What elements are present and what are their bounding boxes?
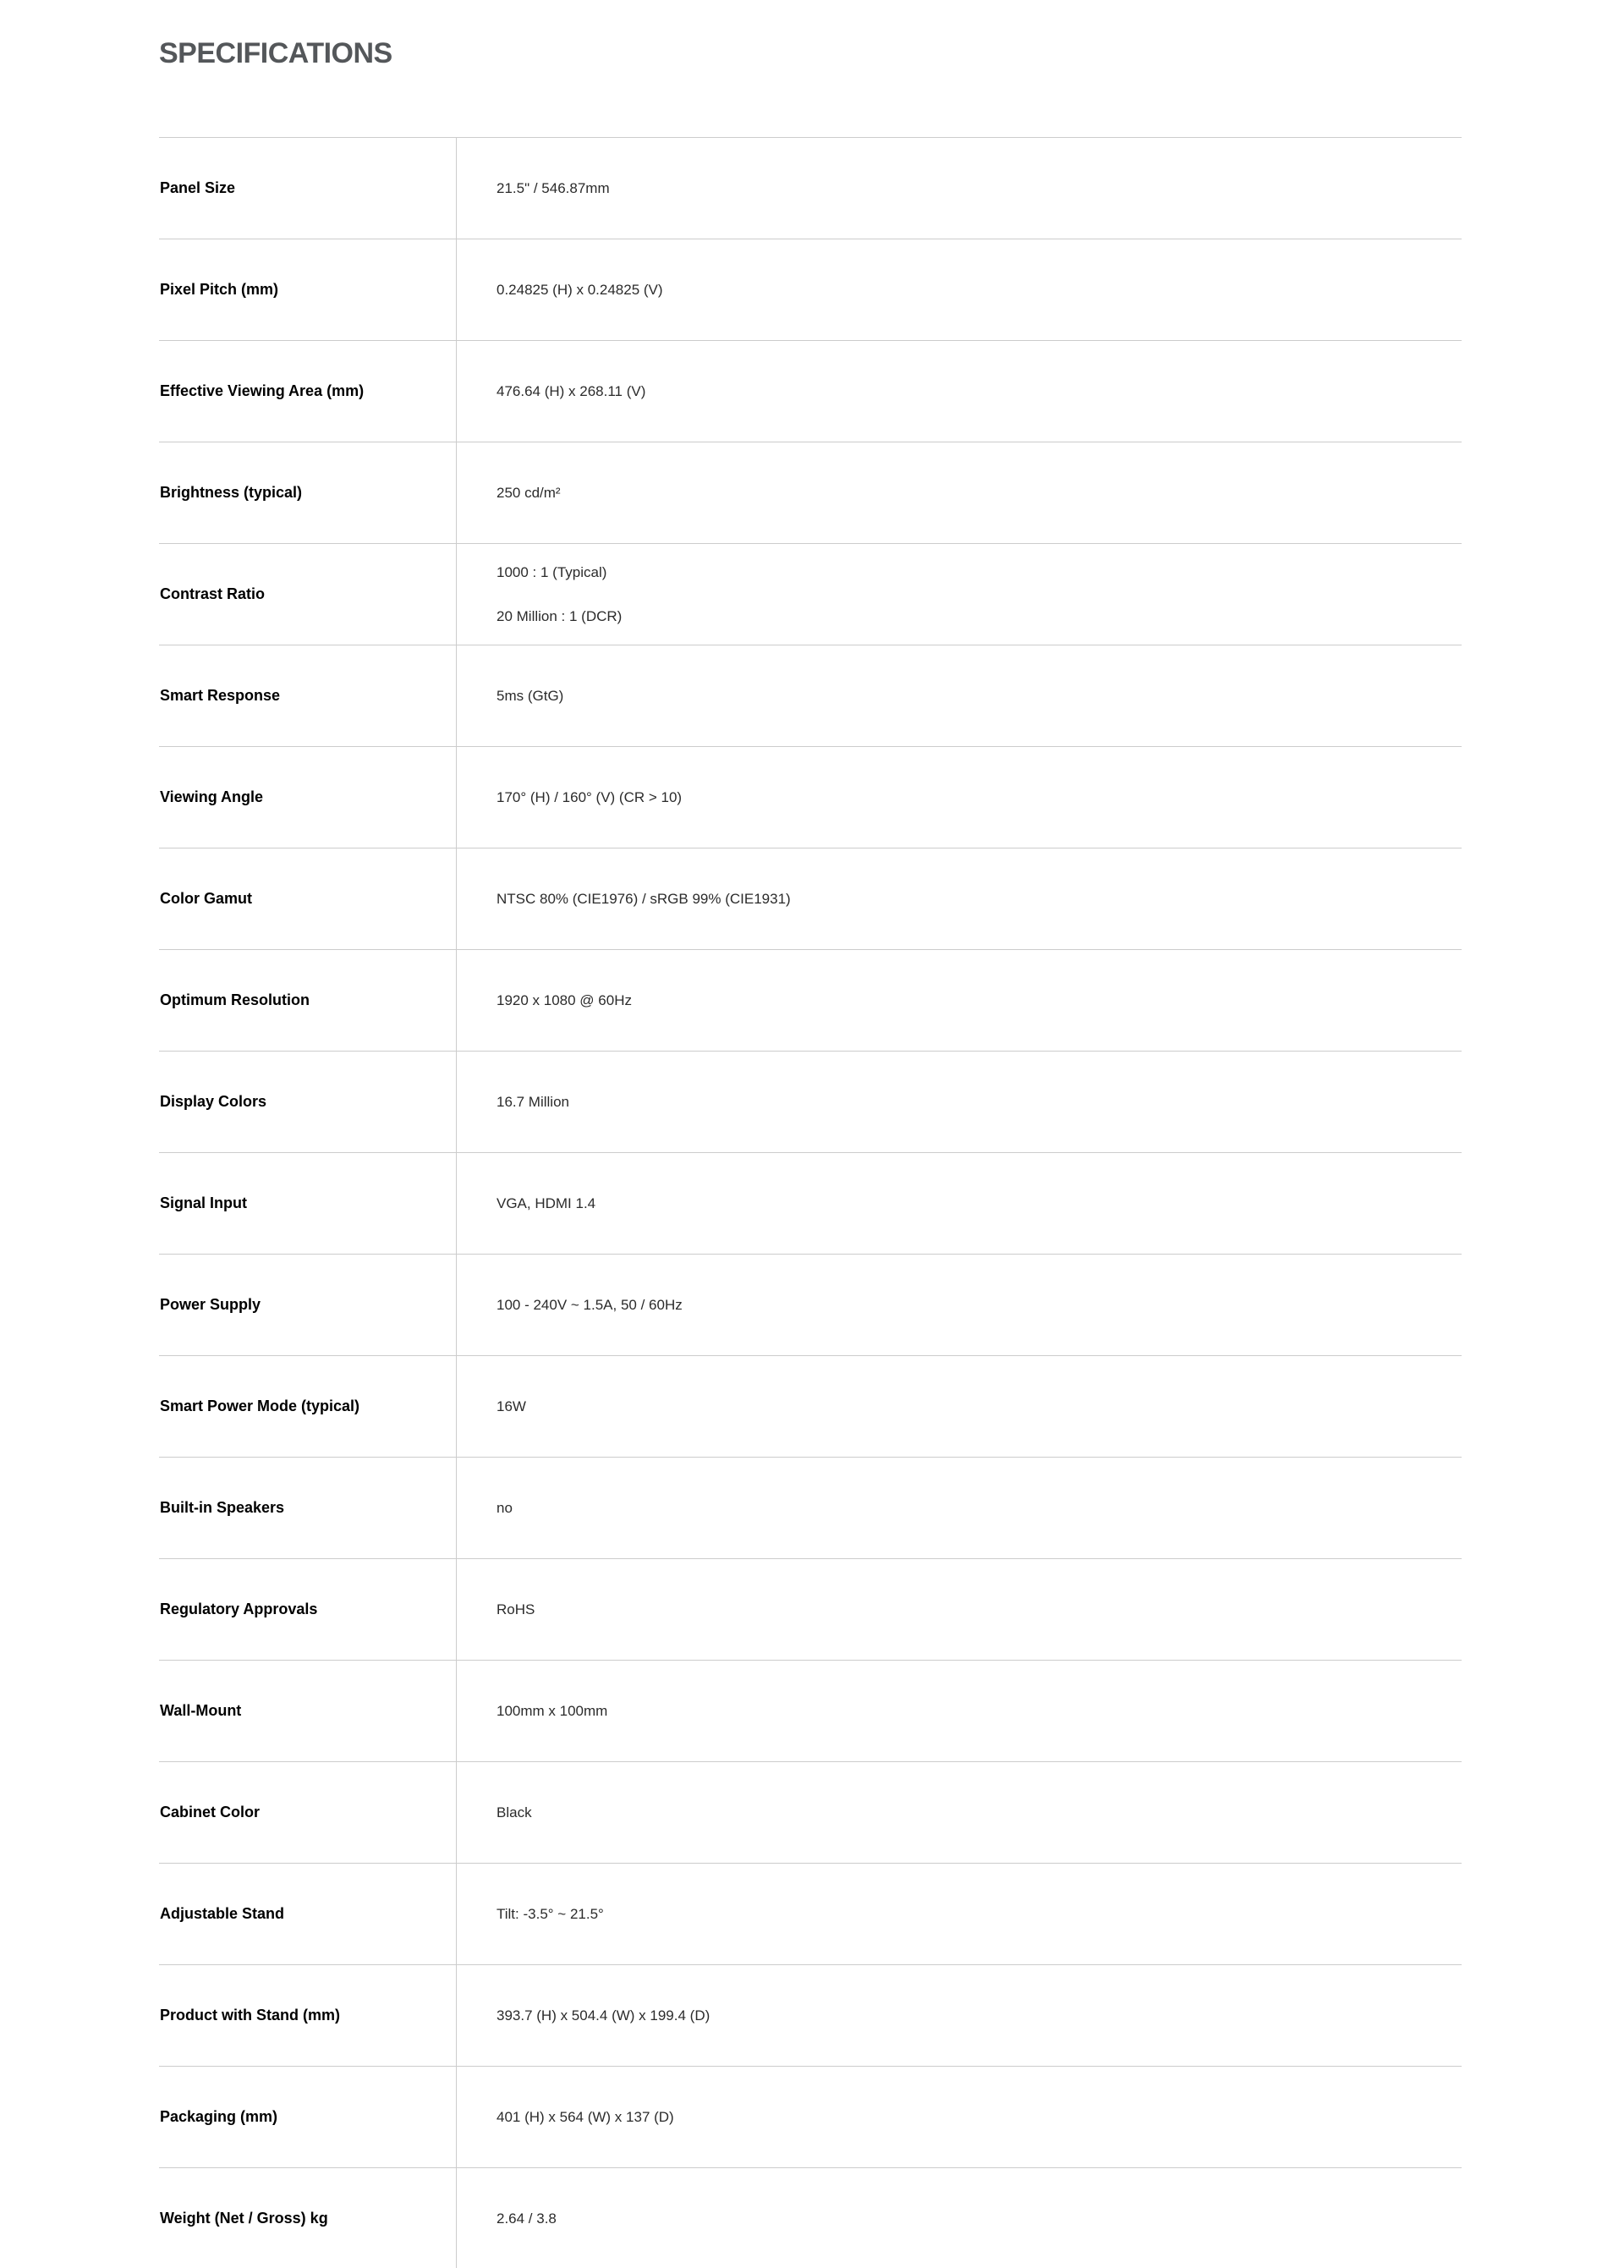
spec-value-line: 100 - 240V ~ 1.5A, 50 / 60Hz (497, 1296, 683, 1313)
spec-label: Effective Viewing Area (mm) (159, 341, 457, 442)
table-row (159, 1355, 1462, 1457)
spec-label: Regulatory Approvals (159, 1559, 457, 1660)
table-row (159, 1051, 1462, 1152)
spec-value (457, 1153, 1462, 1254)
table-row (159, 340, 1462, 442)
spec-label: Product with Stand (mm) (159, 1965, 457, 2066)
spec-value-line: 2.64 / 3.8 (497, 2210, 557, 2227)
table-row (159, 645, 1462, 746)
page-title: SPECIFICATIONS (159, 37, 392, 69)
spec-value-line: 16.7 Million (497, 1093, 569, 1110)
spec-value-line: 401 (H) x 564 (W) x 137 (D) (497, 2108, 674, 2125)
spec-value (457, 239, 1462, 340)
table-row (159, 746, 1462, 848)
spec-label: Smart Response (159, 645, 457, 746)
spec-value-line: no (497, 1499, 513, 1516)
spec-value (457, 544, 1462, 645)
table-row (159, 239, 1462, 340)
spec-value-line: Tilt: -3.5° ~ 21.5° (497, 1905, 604, 1922)
spec-value (457, 950, 1462, 1051)
spec-value (457, 1458, 1462, 1558)
spec-value (457, 1965, 1462, 2066)
spec-label: Brightness (typical) (159, 442, 457, 543)
spec-value-line: VGA, HDMI 1.4 (497, 1194, 596, 1211)
spec-value (457, 2067, 1462, 2167)
spec-label: Packaging (mm) (159, 2067, 457, 2167)
spec-value-line: 100mm x 100mm (497, 1702, 608, 1719)
spec-label: Signal Input (159, 1153, 457, 1254)
specifications-table (159, 137, 1462, 2268)
table-row (159, 2066, 1462, 2167)
spec-value-line: 21.5" / 546.87mm (497, 179, 610, 196)
spec-label: Display Colors (159, 1052, 457, 1152)
spec-value (457, 138, 1462, 239)
spec-value (457, 1661, 1462, 1761)
spec-value-line: RoHS (497, 1601, 535, 1617)
spec-value (457, 848, 1462, 949)
table-row (159, 2167, 1462, 2268)
spec-value (457, 2168, 1462, 2268)
spec-value (457, 1762, 1462, 1863)
spec-label: Power Supply (159, 1255, 457, 1355)
spec-value (457, 1559, 1462, 1660)
spec-label: Cabinet Color (159, 1762, 457, 1863)
table-row (159, 1964, 1462, 2066)
spec-value-line: 170° (H) / 160° (V) (CR > 10) (497, 788, 683, 805)
spec-value-line: 5ms (GtG) (497, 687, 564, 704)
table-row (159, 1761, 1462, 1863)
spec-value-line: 16W (497, 1398, 526, 1414)
spec-value (457, 1255, 1462, 1355)
spec-label: Built-in Speakers (159, 1458, 457, 1558)
spec-label: Weight (Net / Gross) kg (159, 2168, 457, 2268)
spec-label: Wall-Mount (159, 1661, 457, 1761)
spec-value (457, 645, 1462, 746)
table-row (159, 949, 1462, 1051)
table-row (159, 1152, 1462, 1254)
spec-label: Smart Power Mode (typical) (159, 1356, 457, 1457)
table-row (159, 1457, 1462, 1558)
spec-value (457, 747, 1462, 848)
table-row (159, 1863, 1462, 1964)
spec-value-line: NTSC 80% (CIE1976) / sRGB 99% (CIE1931) (497, 890, 791, 907)
spec-value-line: Black (497, 1804, 532, 1820)
spec-value (457, 1864, 1462, 1964)
table-row (159, 543, 1462, 645)
spec-value (457, 1052, 1462, 1152)
spec-label: Optimum Resolution (159, 950, 457, 1051)
spec-value-line: 1000 : 1 (Typical) (497, 564, 607, 581)
table-row (159, 137, 1462, 239)
spec-label: Contrast Ratio (159, 544, 457, 645)
spec-value-line: 1920 x 1080 @ 60Hz (497, 991, 632, 1008)
table-row (159, 1660, 1462, 1761)
spec-value-line: 393.7 (H) x 504.4 (W) x 199.4 (D) (497, 2007, 710, 2024)
spec-value-line: 476.64 (H) x 268.11 (V) (497, 382, 646, 399)
spec-label: Adjustable Stand (159, 1864, 457, 1964)
spec-label: Viewing Angle (159, 747, 457, 848)
spec-value (457, 442, 1462, 543)
spec-value-line: 250 cd/m² (497, 484, 561, 501)
spec-value-line: 0.24825 (H) x 0.24825 (V) (497, 281, 663, 298)
table-row (159, 1254, 1462, 1355)
spec-value (457, 341, 1462, 442)
spec-value-line: 20 Million : 1 (DCR) (497, 607, 623, 624)
table-row (159, 848, 1462, 949)
spec-value (457, 1356, 1462, 1457)
spec-label: Pixel Pitch (mm) (159, 239, 457, 340)
table-row (159, 442, 1462, 543)
spec-label: Color Gamut (159, 848, 457, 949)
table-row (159, 1558, 1462, 1660)
spec-label: Panel Size (159, 138, 457, 239)
